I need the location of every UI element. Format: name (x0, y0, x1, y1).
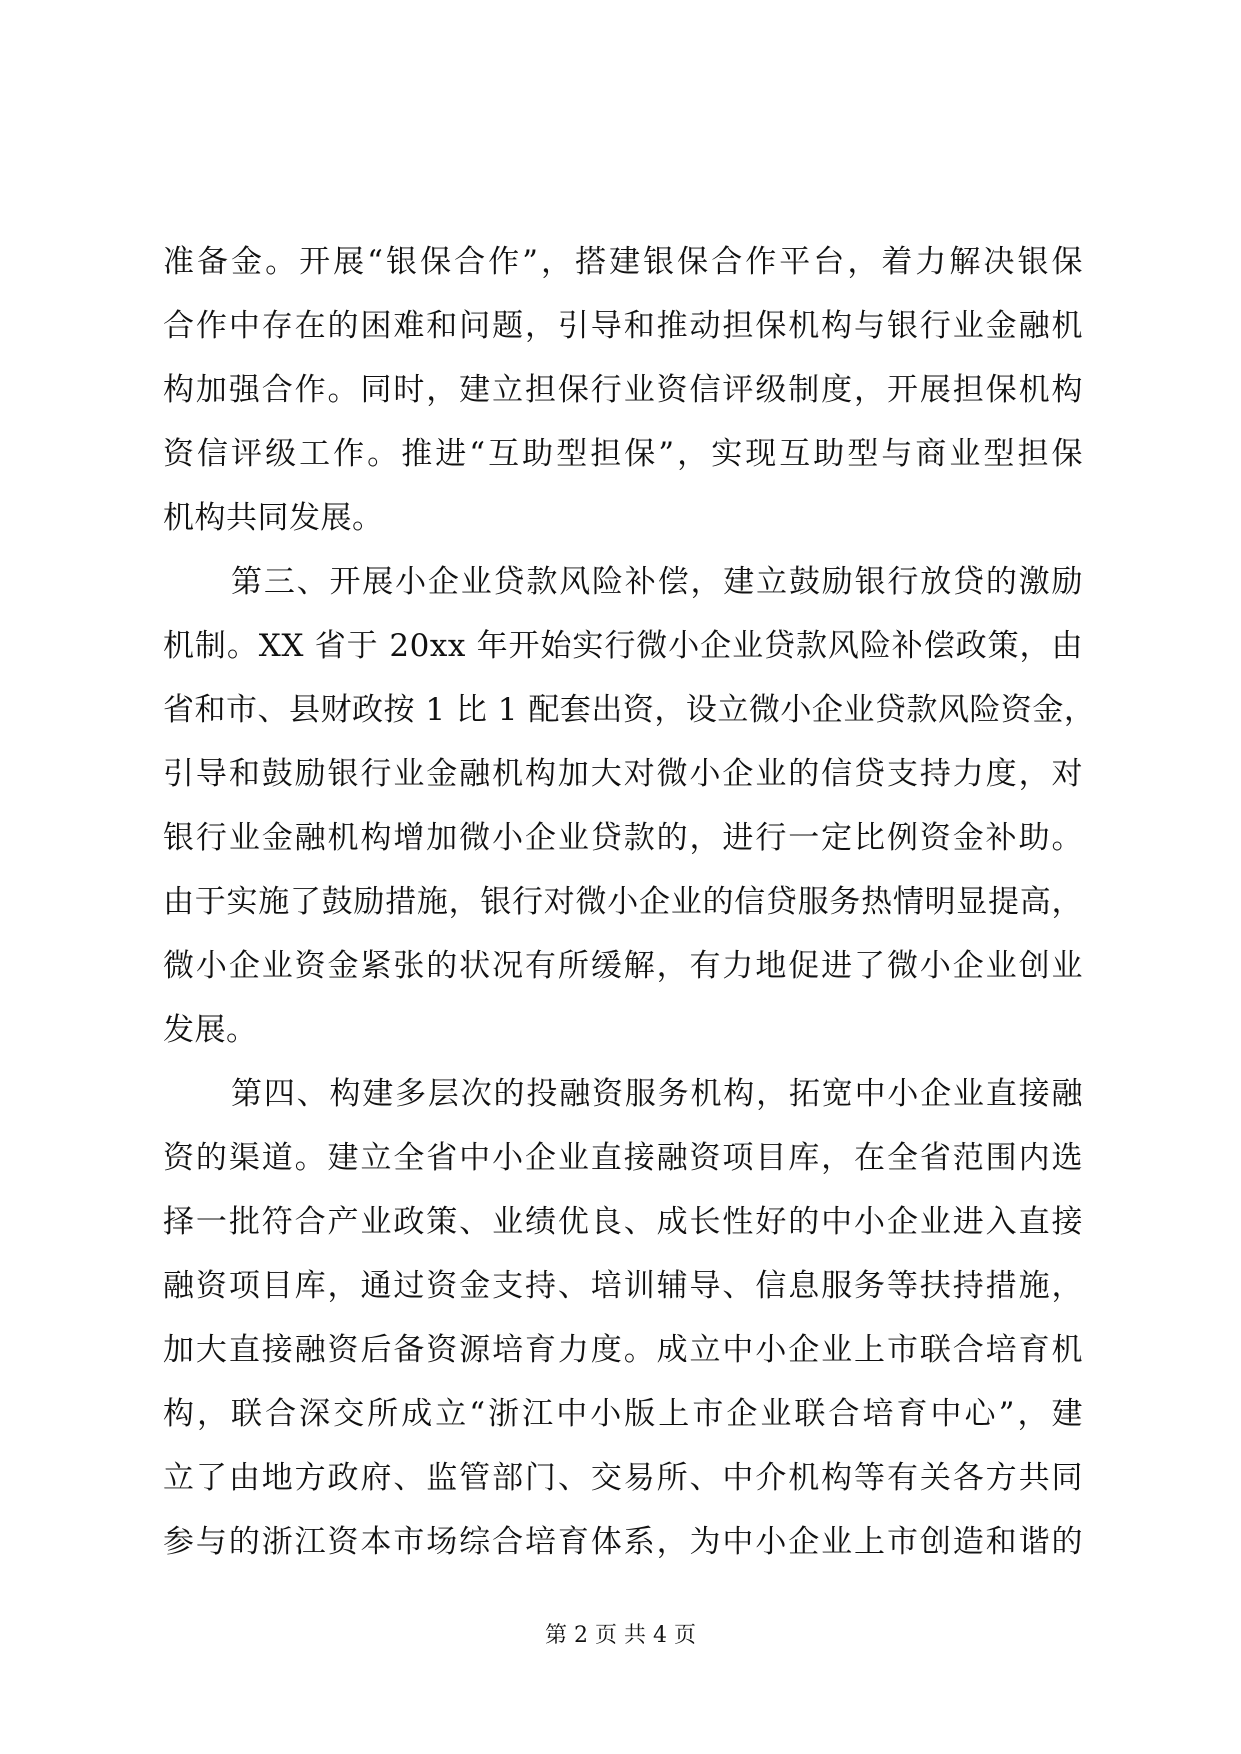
paragraph-2-line-6: 由于实施了鼓励措施，银行对微小企业的信贷服务热情明显提高， (163, 884, 1083, 920)
paragraph-1-line-4: 资信评级工作。推进“互助型担保”，实现互助型与商业型担保 (163, 436, 1083, 472)
paragraph-2-line-4: 引导和鼓励银行业金融机构加大对微小企业的信贷支持力度，对 (163, 756, 1083, 792)
paragraph-2-line-2: 机制。XX 省于 20xx 年开始实行微小企业贷款风险补偿政策，由 (163, 628, 1083, 664)
paragraph-3-line-2: 资的渠道。建立全省中小企业直接融资项目库，在全省范围内选 (163, 1140, 1083, 1176)
paragraph-3-line-7: 立了由地方政府、监管部门、交易所、中介机构等有关各方共同 (163, 1460, 1083, 1496)
paragraph-1-line-2: 合作中存在的困难和问题，引导和推动担保机构与银行业金融机 (163, 308, 1083, 344)
paragraph-3-line-1: 第四、构建多层次的投融资服务机构，拓宽中小企业直接融 (231, 1076, 1083, 1112)
paragraph-3-line-4: 融资项目库，通过资金支持、培训辅导、信息服务等扶持措施， (163, 1268, 1083, 1304)
paragraph-2-line-1: 第三、开展小企业贷款风险补偿，建立鼓励银行放贷的激励 (231, 564, 1083, 600)
page-footer: 第 2 页 共 4 页 (545, 1623, 696, 1648)
paragraph-3-line-8: 参与的浙江资本市场综合培育体系，为中小企业上市创造和谐的 (163, 1524, 1083, 1560)
paragraph-2-line-5: 银行业金融机构增加微小企业贷款的，进行一定比例资金补助。 (163, 820, 1083, 856)
paragraph-2-line-7: 微小企业资金紧张的状况有所缓解，有力地促进了微小企业创业 (163, 948, 1083, 984)
paragraph-1-line-1: 准备金。开展“银保合作”，搭建银保合作平台，着力解决银保 (163, 244, 1083, 280)
body-text (163, 230, 1096, 1574)
paragraph-2-line-8: 发展。 (163, 1012, 258, 1048)
paragraph-3-line-3: 择一批符合产业政策、业绩优良、成长性好的中小企业进入直接 (163, 1204, 1083, 1240)
paragraph-3-line-5: 加大直接融资后备资源培育力度。成立中小企业上市联合培育机 (163, 1332, 1083, 1368)
paragraph-1-line-3: 构加强合作。同时，建立担保行业资信评级制度，开展担保机构 (163, 372, 1083, 408)
paragraph-3-line-6: 构，联合深交所成立“浙江中小版上市企业联合培育中心”，建 (163, 1396, 1083, 1432)
paragraph-2-line-3: 省和市、县财政按 1 比 1 配套出资，设立微小企业贷款风险资金， (163, 692, 1096, 728)
paragraph-1-line-5: 机构共同发展。 (163, 500, 384, 536)
